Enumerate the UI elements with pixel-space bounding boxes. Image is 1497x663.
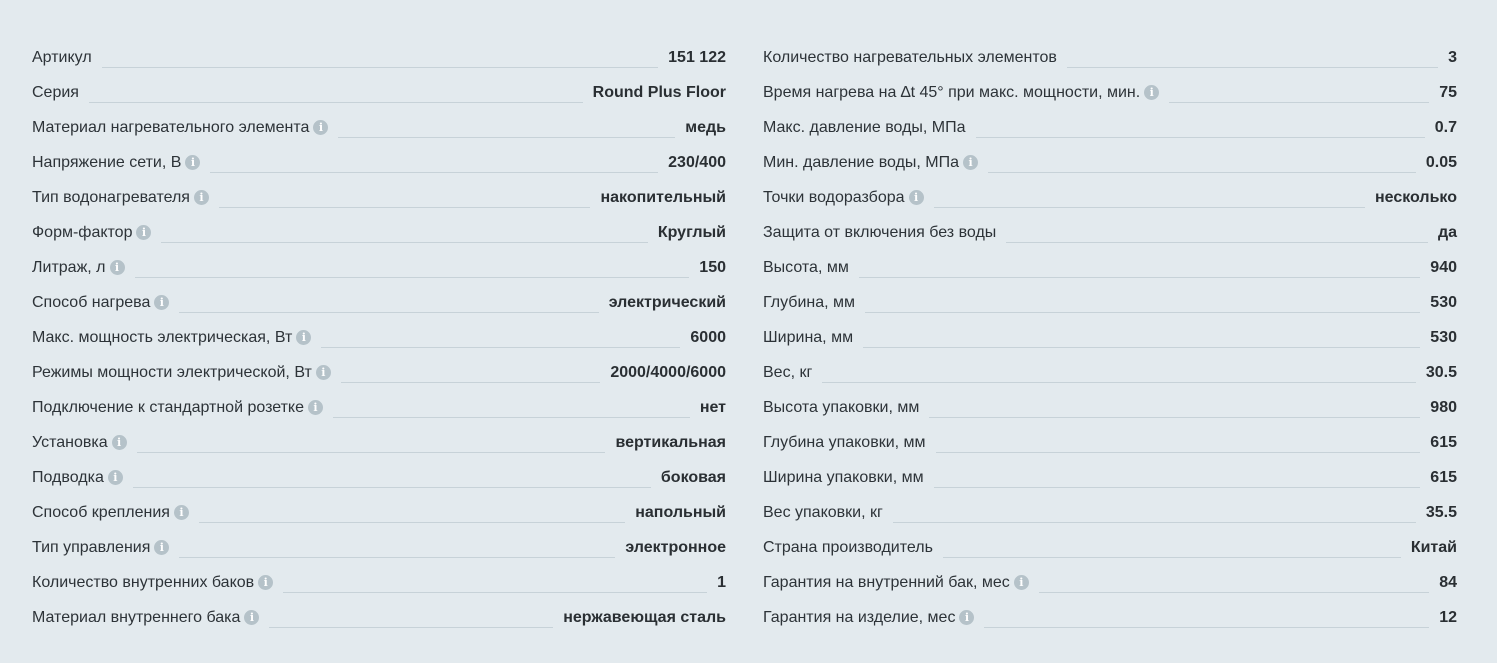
spec-label-text: Количество нагревательных элементов bbox=[763, 48, 1057, 66]
spec-label-text: Точки водоразбора bbox=[763, 188, 905, 206]
spec-label bbox=[763, 118, 966, 138]
spec-label bbox=[763, 48, 1057, 68]
spec-value: 75 bbox=[1439, 83, 1457, 101]
spec-row bbox=[763, 250, 1457, 285]
spec-label bbox=[32, 328, 311, 348]
spec-row bbox=[763, 110, 1457, 145]
spec-value: 530 bbox=[1430, 293, 1457, 311]
info-icon[interactable]: i bbox=[194, 190, 209, 205]
spec-value: напольный bbox=[635, 503, 726, 521]
leader-line bbox=[859, 277, 1420, 278]
spec-value: 940 bbox=[1430, 258, 1457, 276]
spec-label bbox=[763, 433, 926, 453]
leader-line bbox=[984, 627, 1429, 628]
spec-value: медь bbox=[685, 118, 726, 136]
leader-line bbox=[219, 207, 591, 208]
spec-label bbox=[32, 188, 209, 208]
spec-label-text: Подводка bbox=[32, 468, 104, 486]
spec-value: 6000 bbox=[690, 328, 726, 346]
spec-label-text: Способ нагрева bbox=[32, 293, 151, 311]
spec-value: 1 bbox=[717, 573, 726, 591]
spec-label bbox=[763, 188, 924, 208]
spec-value: боковая bbox=[660, 468, 726, 486]
info-icon[interactable]: i bbox=[112, 435, 127, 450]
info-icon[interactable]: i bbox=[909, 190, 924, 205]
info-icon[interactable]: i bbox=[313, 120, 328, 135]
spec-row bbox=[763, 460, 1457, 495]
leader-line bbox=[269, 627, 553, 628]
spec-value: 530 bbox=[1430, 328, 1457, 346]
spec-label bbox=[32, 398, 323, 418]
spec-label bbox=[763, 363, 812, 383]
info-icon[interactable]: i bbox=[296, 330, 311, 345]
spec-row bbox=[763, 600, 1457, 635]
spec-label bbox=[32, 538, 169, 558]
info-icon[interactable]: i bbox=[108, 470, 123, 485]
spec-row bbox=[763, 390, 1457, 425]
spec-label bbox=[32, 503, 189, 523]
leader-line bbox=[1067, 67, 1438, 68]
info-icon[interactable]: i bbox=[154, 295, 169, 310]
spec-row bbox=[763, 530, 1457, 565]
specs-column-right bbox=[763, 40, 1457, 635]
spec-value: 615 bbox=[1430, 433, 1457, 451]
spec-label-text: Напряжение сети, В bbox=[32, 153, 182, 171]
leader-line bbox=[102, 67, 659, 68]
info-icon[interactable]: i bbox=[963, 155, 978, 170]
spec-value: 0.05 bbox=[1425, 153, 1457, 171]
spec-row bbox=[763, 355, 1457, 390]
spec-value: 150 bbox=[699, 258, 726, 276]
spec-value: 12 bbox=[1439, 608, 1457, 626]
spec-row bbox=[763, 180, 1457, 215]
spec-label-text: Способ крепления bbox=[32, 503, 170, 521]
spec-label-text: Подключение к стандартной розетке bbox=[32, 398, 304, 416]
leader-line bbox=[135, 277, 690, 278]
spec-label-text: Установка bbox=[32, 433, 108, 451]
leader-line bbox=[1169, 102, 1429, 103]
spec-row bbox=[763, 495, 1457, 530]
spec-label-text: Макс. давление воды, МПа bbox=[763, 118, 966, 136]
spec-label bbox=[763, 223, 996, 243]
spec-value: 151 122 bbox=[668, 48, 726, 66]
leader-line bbox=[179, 557, 615, 558]
spec-row bbox=[32, 355, 726, 390]
spec-row bbox=[32, 565, 726, 600]
spec-value: несколько bbox=[1375, 188, 1457, 206]
leader-line bbox=[822, 382, 1416, 383]
spec-value: электрический bbox=[608, 293, 726, 311]
spec-value: 0.7 bbox=[1434, 118, 1457, 136]
spec-label-text: Мин. давление воды, МПа bbox=[763, 153, 960, 171]
leader-line bbox=[338, 137, 675, 138]
info-icon[interactable]: i bbox=[154, 540, 169, 555]
spec-label bbox=[763, 538, 933, 558]
spec-row bbox=[763, 75, 1457, 110]
spec-value: да bbox=[1437, 223, 1457, 241]
spec-label bbox=[32, 153, 200, 173]
spec-value: 980 bbox=[1430, 398, 1457, 416]
spec-value: Round Plus Floor bbox=[592, 83, 726, 101]
spec-row bbox=[763, 320, 1457, 355]
spec-label bbox=[32, 608, 259, 628]
info-icon[interactable]: i bbox=[316, 365, 331, 380]
spec-row bbox=[32, 215, 726, 250]
spec-value: 3 bbox=[1448, 48, 1457, 66]
spec-label-text: Тип водонагревателя bbox=[32, 188, 190, 206]
spec-value: нержавеющая сталь bbox=[563, 608, 726, 626]
info-icon[interactable]: i bbox=[308, 400, 323, 415]
leader-line bbox=[283, 592, 707, 593]
spec-label-text: Вес упаковки, кг bbox=[763, 503, 883, 521]
spec-row bbox=[32, 40, 726, 75]
leader-line bbox=[865, 312, 1420, 313]
spec-label-text: Литраж, л bbox=[32, 258, 106, 276]
spec-label-text: Количество внутренних баков bbox=[32, 573, 255, 591]
info-icon[interactable]: i bbox=[258, 575, 273, 590]
specs-column-left bbox=[32, 40, 726, 635]
spec-value: накопительный bbox=[600, 188, 726, 206]
spec-value: вертикальная bbox=[615, 433, 726, 451]
leader-line bbox=[161, 242, 647, 243]
spec-row bbox=[32, 600, 726, 635]
info-icon[interactable]: i bbox=[959, 610, 974, 625]
spec-label-text: Гарантия на изделие, мес bbox=[763, 608, 956, 626]
leader-line bbox=[934, 487, 1421, 488]
spec-row bbox=[32, 460, 726, 495]
leader-line bbox=[1006, 242, 1428, 243]
spec-row bbox=[32, 75, 726, 110]
leader-line bbox=[333, 417, 690, 418]
leader-line bbox=[936, 452, 1421, 453]
spec-label bbox=[32, 433, 127, 453]
spec-label bbox=[32, 83, 79, 103]
spec-label bbox=[32, 223, 151, 243]
spec-value: 2000/4000/6000 bbox=[610, 363, 726, 381]
spec-label bbox=[32, 118, 328, 138]
leader-line bbox=[199, 522, 625, 523]
spec-label bbox=[32, 293, 169, 313]
spec-label-text: Материал внутреннего бака bbox=[32, 608, 241, 626]
leader-line bbox=[893, 522, 1416, 523]
info-icon[interactable]: i bbox=[1144, 85, 1159, 100]
leader-line bbox=[934, 207, 1365, 208]
spec-label-text: Гарантия на внутренний бак, мес bbox=[763, 573, 1010, 591]
info-icon[interactable]: i bbox=[174, 505, 189, 520]
spec-label bbox=[763, 608, 974, 628]
spec-label bbox=[763, 293, 855, 313]
spec-row bbox=[763, 425, 1457, 460]
spec-row bbox=[763, 145, 1457, 180]
spec-label-text: Время нагрева на ∆t 45° при макс. мощности, мин. bbox=[763, 83, 1141, 101]
spec-label-text: Высота упаковки, мм bbox=[763, 398, 920, 416]
spec-label bbox=[763, 258, 849, 278]
spec-label bbox=[32, 363, 331, 383]
spec-label-text: Тип управления bbox=[32, 538, 151, 556]
info-icon[interactable]: i bbox=[136, 225, 151, 240]
spec-value: 84 bbox=[1439, 573, 1457, 591]
spec-label-text: Материал нагревательного элемента bbox=[32, 118, 310, 136]
leader-line bbox=[137, 452, 606, 453]
spec-label bbox=[763, 468, 924, 488]
spec-value: 30.5 bbox=[1425, 363, 1457, 381]
info-icon[interactable]: i bbox=[1014, 575, 1029, 590]
spec-row bbox=[32, 495, 726, 530]
spec-row bbox=[32, 320, 726, 355]
leader-line bbox=[988, 172, 1416, 173]
spec-label-text: Защита от включения без воды bbox=[763, 223, 997, 241]
leader-line bbox=[133, 487, 651, 488]
spec-label-text: Ширина упаковки, мм bbox=[763, 468, 924, 486]
spec-label bbox=[763, 328, 853, 348]
spec-value: Китай bbox=[1410, 538, 1457, 556]
spec-row bbox=[32, 110, 726, 145]
spec-row bbox=[763, 40, 1457, 75]
spec-label bbox=[763, 573, 1029, 593]
spec-label bbox=[32, 48, 92, 68]
spec-label bbox=[763, 153, 978, 173]
spec-label-text: Глубина упаковки, мм bbox=[763, 433, 926, 451]
spec-label bbox=[32, 573, 273, 593]
spec-label bbox=[763, 503, 883, 523]
leader-line bbox=[943, 557, 1401, 558]
spec-label bbox=[32, 258, 125, 278]
spec-label-text: Глубина, мм bbox=[763, 293, 856, 311]
info-icon[interactable]: i bbox=[244, 610, 259, 625]
spec-value: 35.5 bbox=[1425, 503, 1457, 521]
leader-line bbox=[89, 102, 583, 103]
spec-label-text: Артикул bbox=[32, 48, 92, 66]
spec-row bbox=[32, 530, 726, 565]
spec-label-text: Вес, кг bbox=[763, 363, 813, 381]
spec-row bbox=[32, 180, 726, 215]
leader-line bbox=[179, 312, 598, 313]
leader-line bbox=[1039, 592, 1429, 593]
spec-row bbox=[32, 145, 726, 180]
spec-label bbox=[763, 83, 1159, 103]
spec-row bbox=[32, 285, 726, 320]
spec-label-text: Макс. мощность электрическая, Вт bbox=[32, 328, 293, 346]
leader-line bbox=[341, 382, 601, 383]
info-icon[interactable]: i bbox=[185, 155, 200, 170]
spec-label-text: Серия bbox=[32, 83, 79, 101]
spec-label-text: Форм-фактор bbox=[32, 223, 133, 241]
spec-value: Круглый bbox=[657, 223, 726, 241]
spec-row bbox=[32, 390, 726, 425]
spec-value: нет bbox=[699, 398, 726, 416]
leader-line bbox=[863, 347, 1420, 348]
spec-label bbox=[763, 398, 919, 418]
spec-row bbox=[763, 285, 1457, 320]
leader-line bbox=[321, 347, 680, 348]
spec-value: электронное bbox=[625, 538, 726, 556]
leader-line bbox=[976, 137, 1425, 138]
spec-value: 615 bbox=[1430, 468, 1457, 486]
spec-label-text: Ширина, мм bbox=[763, 328, 854, 346]
info-icon[interactable]: i bbox=[110, 260, 125, 275]
leader-line bbox=[210, 172, 658, 173]
spec-row bbox=[32, 425, 726, 460]
spec-label-text: Страна производитель bbox=[763, 538, 933, 556]
spec-value: 230/400 bbox=[668, 153, 726, 171]
spec-label-text: Высота, мм bbox=[763, 258, 849, 276]
spec-row bbox=[32, 250, 726, 285]
spec-row bbox=[763, 565, 1457, 600]
spec-row bbox=[763, 215, 1457, 250]
leader-line bbox=[929, 417, 1420, 418]
spec-label bbox=[32, 468, 123, 488]
spec-label-text: Режимы мощности электрической, Вт bbox=[32, 363, 312, 381]
